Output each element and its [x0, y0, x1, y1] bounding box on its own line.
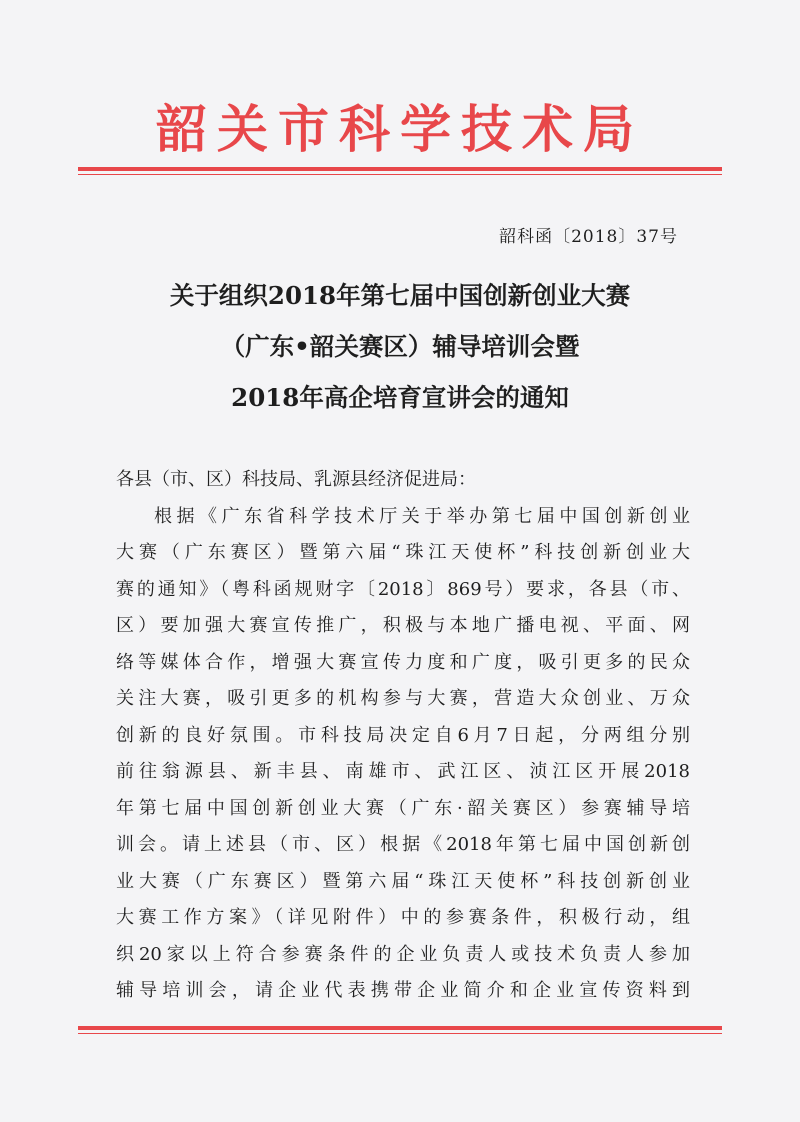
- document-number: 韶科函〔2018〕37号: [499, 227, 678, 247]
- body-line: 区）要加强大赛宣传推广，积极与本地广播电视、平面、网: [116, 615, 690, 636]
- letterhead-title: 韶关市科学技术局: [155, 100, 644, 160]
- body-line: 赛的通知》（粤科函规财字〔2018〕869号）要求，各县（市、: [116, 578, 690, 600]
- body-line: 关注大赛，吸引更多的机构参与大赛，营造大众创业、万众: [116, 688, 690, 709]
- letterhead-red-rule: [78, 167, 722, 171]
- footer-red-rule: [78, 1026, 722, 1030]
- body-line: 前往翁源县、新丰县、南雄市、武江区、浈江区开展2018: [116, 761, 690, 782]
- body-line: 创新的良好氛围。市科技局决定自6月7日起，分两组分别: [116, 724, 690, 746]
- body-line: 辅导培训会，请企业代表携带企业简介和企业宣传资料到: [116, 980, 690, 1001]
- salutation: 各县（市、区）科技局、乳源县经济促进局：: [116, 469, 476, 490]
- body-line: 业大赛（广东赛区）暨第六届“珠江天使杯”科技创新创业: [116, 870, 690, 892]
- body-line: 织20家以上符合参赛条件的企业负责人或技术负责人参加: [116, 943, 690, 965]
- body-line: 大赛（广东赛区）暨第六届“珠江天使杯”科技创新创业大: [116, 542, 690, 563]
- notice-title-line: 关于组织2018年第七届中国创新创业大赛: [169, 281, 631, 310]
- notice-title: [60, 270, 740, 423]
- notice-title-line: （广东•韶关赛区）辅导培训会暨: [220, 332, 580, 361]
- body-line: 络等媒体合作，增强大赛宣传力度和广度，吸引更多的民众: [116, 651, 690, 673]
- body-line: 根据《广东省科学技术厅关于举办第七届中国创新创业: [154, 505, 690, 527]
- notice-title-line: 2018年高企培育宣讲会的通知: [231, 383, 569, 412]
- notice-body: [116, 462, 690, 1010]
- body-line: 年第七届中国创新创业大赛（广东·韶关赛区）参赛辅导培: [116, 797, 690, 819]
- body-line: 训会。请上述县（市、区）根据《2018年第七届中国创新创: [116, 834, 690, 855]
- body-line: 大赛工作方案》（详见附件）中的参赛条件，积极行动，组: [116, 907, 690, 928]
